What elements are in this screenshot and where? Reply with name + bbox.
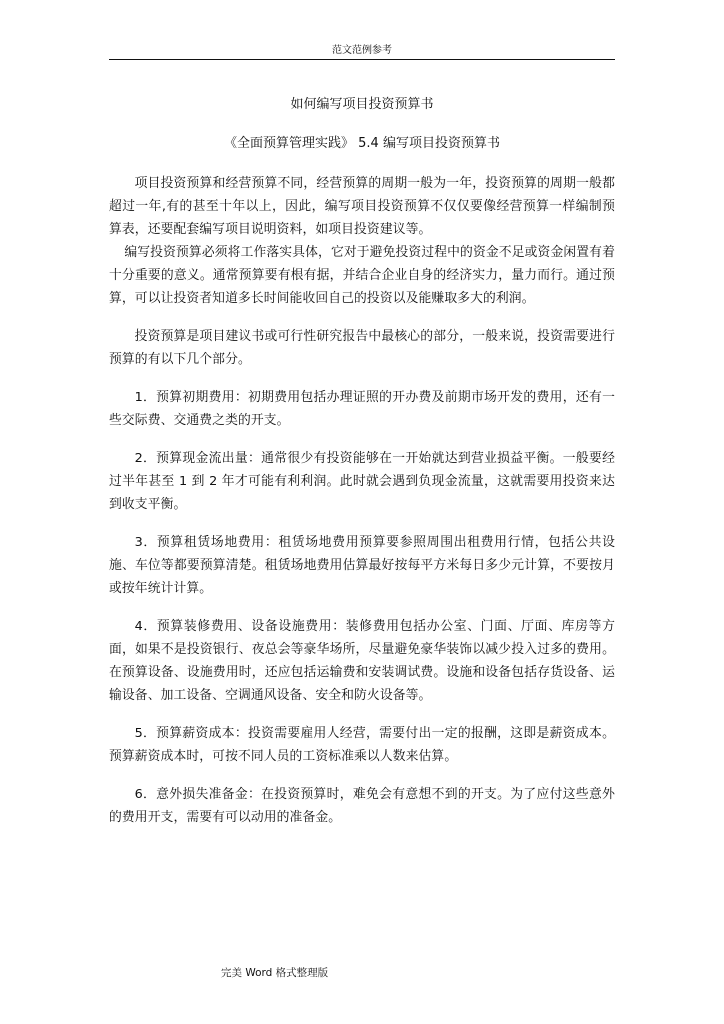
paragraph-item-1: 1．预算初期费用：初期费用包括办理证照的开办费及前期市场开发的费用，还有一些交际费、交通费之类的开支。 <box>109 390 615 428</box>
paragraph-overview: 投资预算是项目建议书或可行性研究报告中最核心的部分，一般来说，投资需要进行预算的有以下几个部分。 <box>109 329 615 367</box>
header-divider <box>109 59 615 60</box>
document-subtitle: 《全面预算管理实践》 5.4 编写项目投资预算书 <box>224 136 500 151</box>
paragraph-item-3: 3．预算租赁场地费用：租赁场地费用预算要参照周围出租费用行情，包括公共设施、车位等都要预算清楚。租赁场地费用估算最好按每平方米每日多少元计算，不要按月或按年统计计算。 <box>109 535 615 596</box>
paragraph-item-6: 6．意外损失准备金：在投资预算时，难免会有意想不到的开支。为了应付这些意外的费用开支，需要有可以动用的准备金。 <box>109 787 615 825</box>
document-body <box>109 172 615 829</box>
header-label: 范文范例参考 <box>332 45 392 56</box>
paragraph-importance: 编写投资预算必须将工作落实具体，它对于避免投资过程中的资金不足或资金闲置有着十分重要的意义。通常预算要有根有据，并结合企业自身的经济实力，量力而行。通过预算，可以让投资者知道多长时间能收回自己的投资以及能赚取多大的利润。 <box>109 245 615 306</box>
document-title: 如何编写项目投资预算书 <box>290 97 434 112</box>
paragraph-intro: 项目投资预算和经营预算不同，经营预算的周期一般为一年，投资预算的周期一般都超过一年,有的甚至十年以上，因此，编写项目投资预算不仅仅要像经营预算一样编制预算表，还要配套编写项目说明资料，如项目投资建议等。 <box>109 176 615 237</box>
paragraph-item-2: 2．预算现金流出量：通常很少有投资能够在一开始就达到营业损益平衡。一般要经过半年甚至 1 到 2 年才可能有利利润。此时就会遇到负现金流量，这就需要用投资来达到收支平衡。 <box>109 451 615 512</box>
paragraph-item-5: 5．预算薪资成本：投资需要雇用人经营，需要付出一定的报酬，这即是薪资成本。预算薪资成本时，可按不同人员的工资标准乘以人数来估算。 <box>109 726 615 764</box>
paragraph-item-4: 4．预算装修费用、设备设施费用：装修费用包括办公室、门面、厅面、库房等方面，如果不是投资银行、夜总会等豪华场所，尽量避免豪华装饰以减少投入过多的费用。在预算设备、设施费用时，还应包括运输费和安装调试费。设施和设备包括存货设备、运输设备、加工设备、空调通风设备、安全和防火设备等。 <box>109 619 615 703</box>
page-footer: 完美 Word 格式整理版 <box>221 967 329 979</box>
